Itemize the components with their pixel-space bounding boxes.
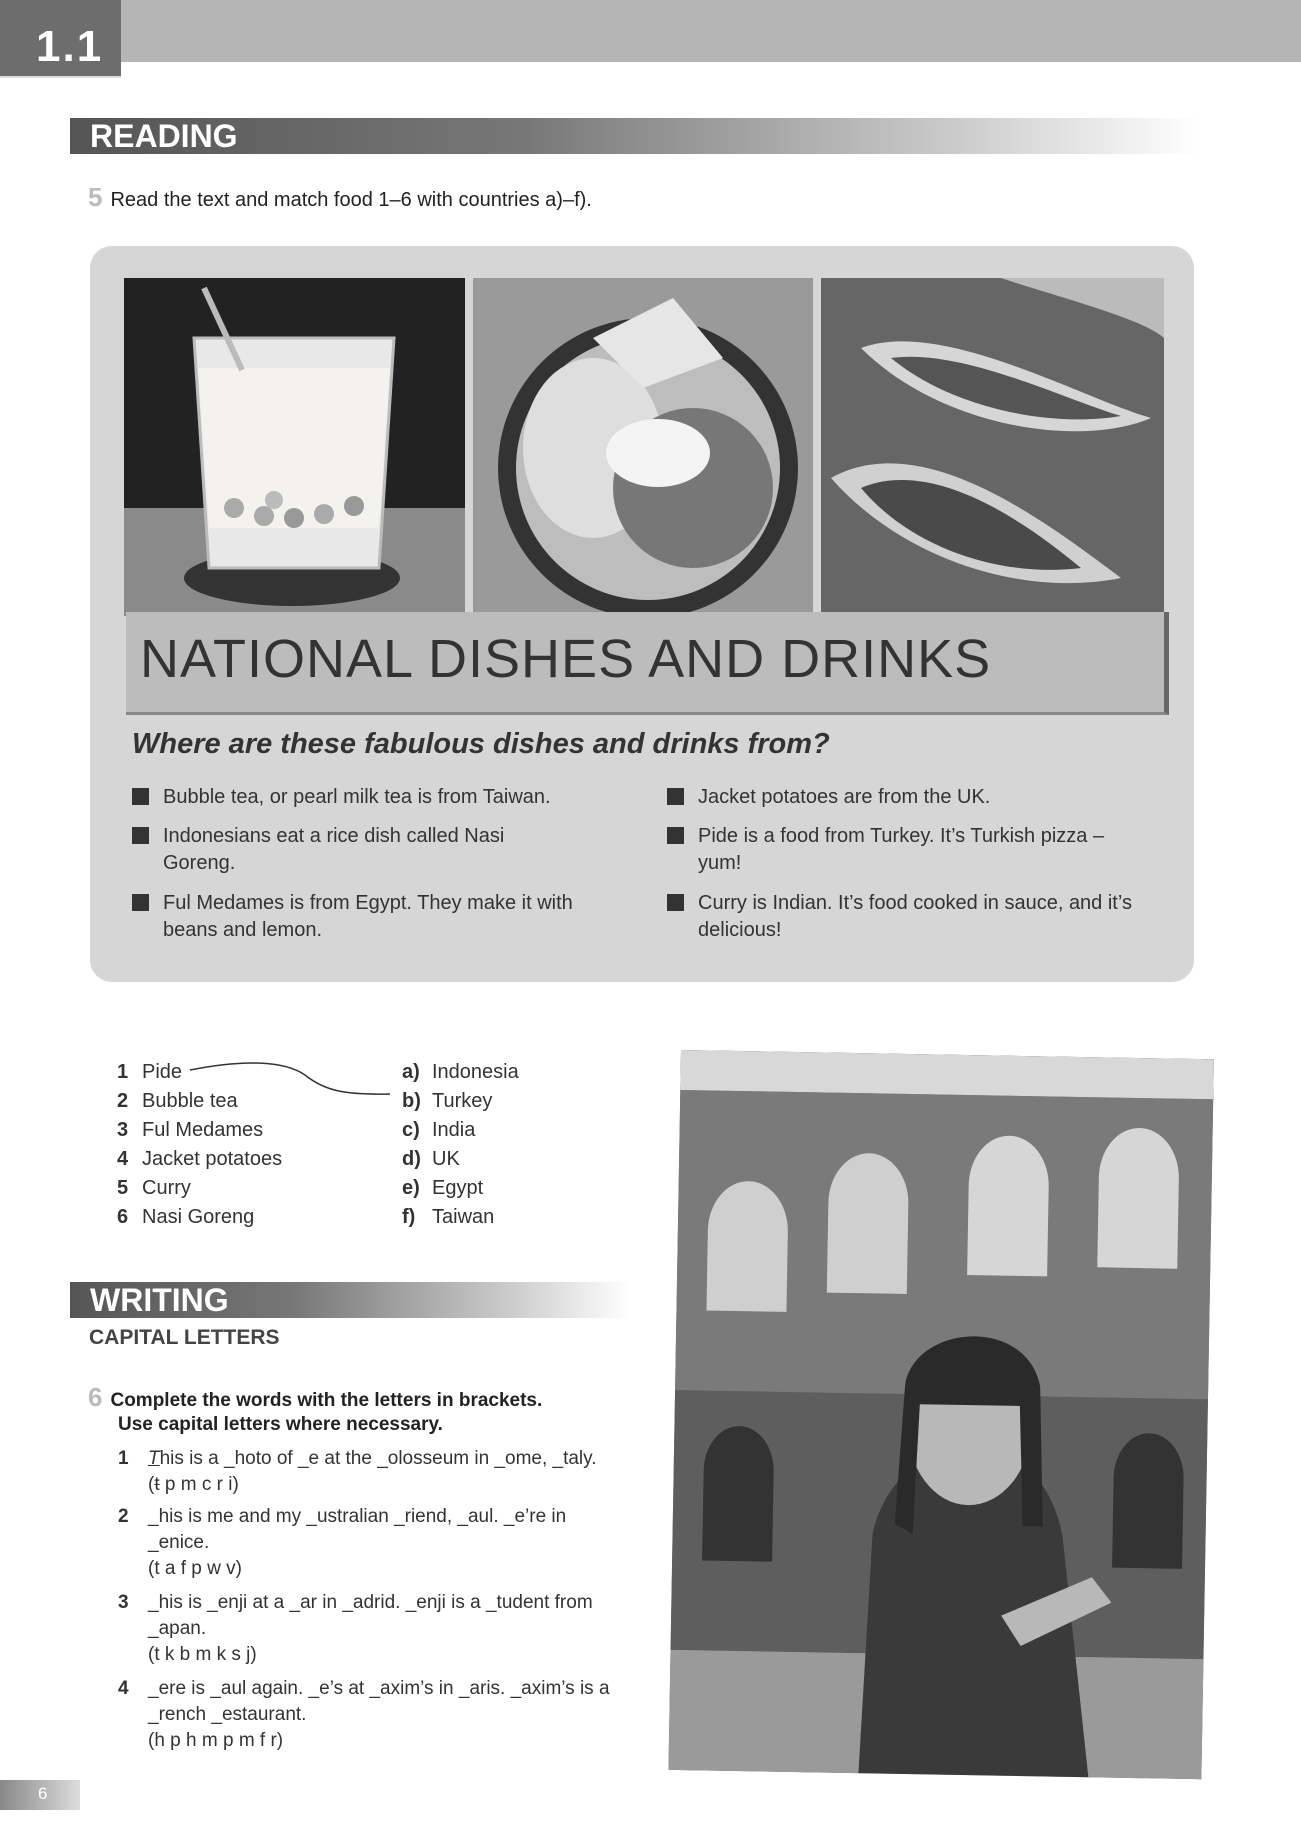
list-item: b) Turkey bbox=[402, 1090, 493, 1112]
list-item: 6 Nasi Goreng bbox=[117, 1206, 255, 1228]
rice-dish-image bbox=[473, 278, 813, 616]
photo-bubble-tea bbox=[124, 278, 465, 616]
reading-section-title: READING bbox=[90, 118, 238, 154]
writing-task-number: 6 bbox=[88, 1382, 103, 1412]
bullet-item: Curry is Indian. It’s food cooked in sauce, and it’s delicious! bbox=[667, 890, 1137, 944]
top-header-bar bbox=[0, 0, 1301, 62]
writing-item-2: 2 _his is me and my _ustralian _riend, _aul. _e’re in _enice. (t a f p w v) bbox=[118, 1506, 567, 1579]
writing-item-3: 3 _his is _enji at a _ar in _adrid. _enji is a _tudent from _apan. (t k b m k s j) bbox=[118, 1592, 593, 1665]
bullet-square-icon bbox=[132, 827, 149, 844]
bullet-item: Ful Medames is from Egypt. They make it with beans and lemon. bbox=[132, 890, 612, 944]
writing-task-instruction-2: Use capital letters where necessary. bbox=[118, 1414, 443, 1435]
used-letter: t bbox=[154, 1474, 160, 1495]
writing-task-instruction-1: Complete the words with the letters in brackets. bbox=[110, 1390, 543, 1411]
list-item: 3 Ful Medames bbox=[117, 1119, 264, 1141]
reading-task-instruction: Read the text and match food 1–6 with countries a)–f). bbox=[110, 189, 592, 211]
list-item: a) Indonesia bbox=[402, 1061, 519, 1083]
list-item: 2 Bubble tea bbox=[117, 1090, 238, 1112]
bullet-item: Jacket potatoes are from the UK. bbox=[667, 784, 1137, 811]
list-item: c) India bbox=[402, 1119, 476, 1141]
unit-number: 1.1 bbox=[36, 22, 104, 71]
list-item: d) UK bbox=[402, 1148, 460, 1170]
list-item: 5 Curry bbox=[117, 1177, 191, 1199]
reading-task bbox=[88, 184, 592, 213]
subsection-title: CAPITAL LETTERS bbox=[89, 1326, 280, 1349]
colosseum-image bbox=[668, 1050, 1213, 1779]
writing-section-title: WRITING bbox=[90, 1282, 229, 1318]
example-match-line bbox=[185, 1055, 395, 1105]
bullet-square-icon bbox=[667, 827, 684, 844]
photo-nasi-goreng bbox=[473, 278, 813, 616]
photo-colosseum bbox=[668, 1050, 1213, 1779]
photo-pide bbox=[821, 278, 1164, 616]
writing-item-4: 4 _ere is _aul again. _e’s at _axim’s in _aris. _axim’s is a _rench _estaurant. (h p h m p m f r) bbox=[118, 1678, 610, 1751]
list-item: 1 Pide bbox=[117, 1061, 183, 1083]
countries-list bbox=[402, 1058, 519, 1232]
list-item: f) Taiwan bbox=[402, 1206, 495, 1228]
bullet-square-icon bbox=[132, 894, 149, 911]
bullet-square-icon bbox=[667, 894, 684, 911]
reading-section-bar bbox=[70, 118, 1200, 154]
reading-task-number: 5 bbox=[88, 182, 103, 212]
bubble-tea-image bbox=[124, 278, 465, 616]
bullet-item: Bubble tea, or pearl milk tea is from Taiwan. bbox=[132, 784, 612, 811]
page-number: 6 bbox=[38, 1784, 48, 1803]
writing-section-bar bbox=[70, 1282, 630, 1318]
bullet-square-icon bbox=[667, 788, 684, 805]
panel-subtitle: Where are these fabulous dishes and drinks from? bbox=[132, 728, 830, 760]
bullet-item: Pide is a food from Turkey. It’s Turkish pizza – yum! bbox=[667, 823, 1137, 877]
bullet-square-icon bbox=[132, 788, 149, 805]
list-item: e) Egypt bbox=[402, 1177, 484, 1199]
example-answer-letter: T bbox=[148, 1448, 160, 1469]
pide-image bbox=[821, 278, 1164, 616]
writing-item-1: 1 This is a _hoto of _e at the _olosseum in _ome, _taly. (t p m c r i) bbox=[118, 1448, 597, 1495]
bullet-item: Indonesians eat a rice dish called Nasi Goreng. bbox=[132, 823, 542, 877]
writing-task bbox=[88, 1384, 542, 1414]
panel-title: NATIONAL DISHES AND DRINKS bbox=[140, 629, 992, 689]
list-item: 4 Jacket potatoes bbox=[117, 1148, 283, 1170]
